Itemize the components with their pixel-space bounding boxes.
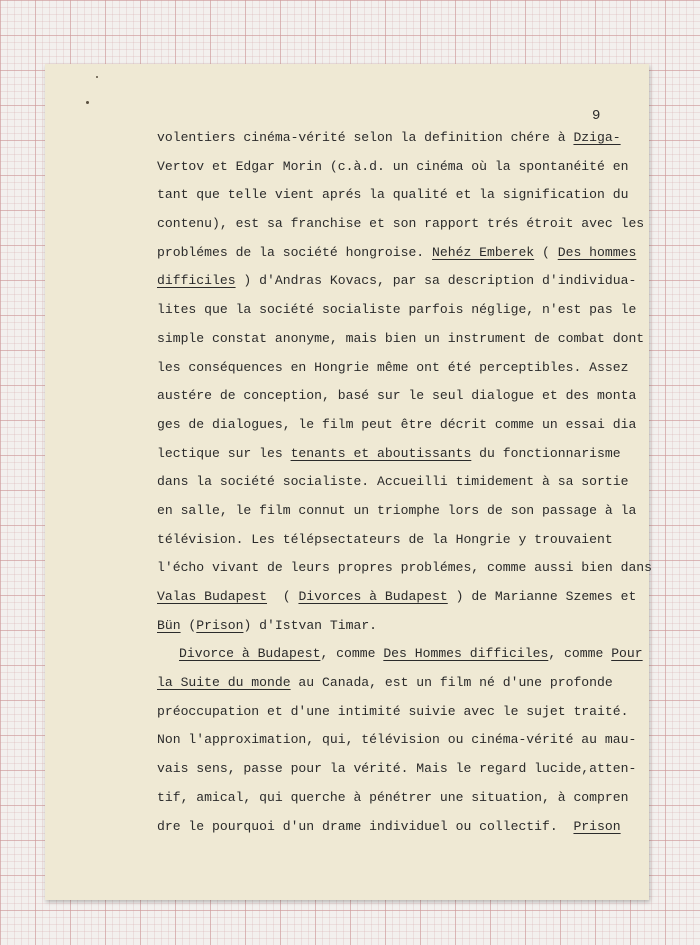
- page-number: 9: [592, 108, 601, 124]
- text-run: (: [267, 589, 299, 604]
- text-line: [157, 325, 645, 354]
- text-line: [157, 726, 637, 755]
- text-line: [157, 640, 643, 669]
- text-run: dans la société socialiste. Accueilli timidement à sa sortie: [157, 474, 629, 490]
- text-run: lectique sur les: [157, 445, 291, 461]
- text-line: [157, 153, 627, 182]
- text-run: Vertov et Edgar Morin (c.à.d. un cinéma où la spontanéité en: [157, 158, 629, 174]
- text-line: [157, 583, 637, 612]
- underlined-title: Divorce à Budapest: [179, 646, 321, 662]
- text-line: [157, 210, 645, 239]
- underlined-title: Valas Budapest: [157, 589, 268, 604]
- underlined-title: tenants et aboutissants: [290, 445, 472, 461]
- text-line: [157, 181, 627, 210]
- text-run: , comme: [320, 646, 384, 662]
- underlined-title: Dziga-: [573, 130, 621, 145]
- text-run: (: [534, 244, 558, 260]
- text-line: [157, 784, 627, 813]
- text-run: tant que telle vient aprés la qualité et la signification du: [157, 187, 629, 203]
- text-line: [157, 239, 637, 268]
- paper-speck: [86, 101, 89, 104]
- underlined-title: Prison: [196, 617, 244, 633]
- text-run: ) d'Andras Kovacs, par sa description d'individua-: [235, 273, 637, 289]
- text-line: [157, 813, 627, 842]
- text-run: ) d'Istvan Timar.: [243, 617, 378, 633]
- text-run: tif, amical, qui querche à pénétrer une situation, à compren: [157, 789, 629, 805]
- text-run: ges de dialogues, le film peut être décrit comme un essai dia: [157, 416, 637, 432]
- text-run: contenu), est sa franchise et son rapport trés étroit avec les: [157, 216, 645, 232]
- text-run: télévision. Les télépsectateurs de la Hongrie y trouvaient: [157, 531, 613, 547]
- text-line: [157, 411, 637, 440]
- text-run: volentiers cinéma-vérité selon la definition chére à: [157, 130, 574, 145]
- text-run: problémes de la société hongroise.: [157, 244, 433, 260]
- text-run: en salle, le film connut un triomphe lors de son passage à la: [157, 502, 637, 518]
- text-run: dre le pourquoi d'un drame individuel ou collectif.: [157, 818, 574, 834]
- text-line: [157, 468, 627, 497]
- underlined-title: la Suite du monde: [157, 675, 291, 691]
- text-run: au Canada, est un film né d'une profonde: [290, 675, 613, 691]
- text-run: lites que la société socialiste parfois néglige, n'est pas le: [157, 302, 637, 318]
- underlined-title: Des hommes: [557, 244, 637, 260]
- text-run: du fonctionnarisme: [471, 445, 621, 461]
- text-line: [157, 267, 637, 296]
- text-line: [157, 554, 653, 583]
- text-run: ) de Marianne Szemes et: [447, 589, 637, 604]
- text-run: , comme: [548, 646, 612, 662]
- text-line: [157, 755, 637, 784]
- text-line: [157, 354, 627, 383]
- text-line: [157, 497, 637, 526]
- text-line: [157, 526, 627, 555]
- paper-speck: [96, 76, 98, 78]
- text-line: [157, 382, 637, 411]
- text-run: l'écho vivant de leurs propres problémes, comme aussi bien dans: [157, 560, 653, 576]
- underlined-title: Des Hommes difficiles: [383, 646, 549, 662]
- underlined-title: Prison: [573, 818, 621, 834]
- text-line: [157, 698, 627, 727]
- text-line: [157, 124, 627, 153]
- text-run: les conséquences en Hongrie même ont été perceptibles. Assez: [157, 359, 629, 375]
- typed-text-body: [157, 124, 653, 841]
- underlined-title: Divorces à Budapest: [298, 589, 448, 604]
- text-line: [157, 296, 637, 325]
- text-line: [157, 669, 627, 698]
- underlined-title: Nehéz Emberek: [432, 244, 535, 260]
- underlined-title: Bün: [157, 617, 181, 633]
- text-line: [157, 440, 627, 469]
- text-run: (: [180, 617, 197, 633]
- text-run: austére de conception, basé sur le seul dialogue et des monta: [157, 388, 637, 404]
- underlined-title: difficiles: [157, 273, 236, 289]
- text-run: simple constat anonyme, mais bien un instrument de combat dont: [157, 330, 645, 346]
- text-run: préoccupation et d'une intimité suivie avec le sujet traité.: [157, 703, 629, 719]
- text-line: [157, 612, 627, 641]
- text-run: Non l'approximation, qui, télévision ou cinéma-vérité au mau-: [157, 732, 637, 748]
- text-run: vais sens, passe pour la vérité. Mais le regard lucide,atten-: [157, 761, 637, 777]
- underlined-title: Pour: [611, 646, 643, 662]
